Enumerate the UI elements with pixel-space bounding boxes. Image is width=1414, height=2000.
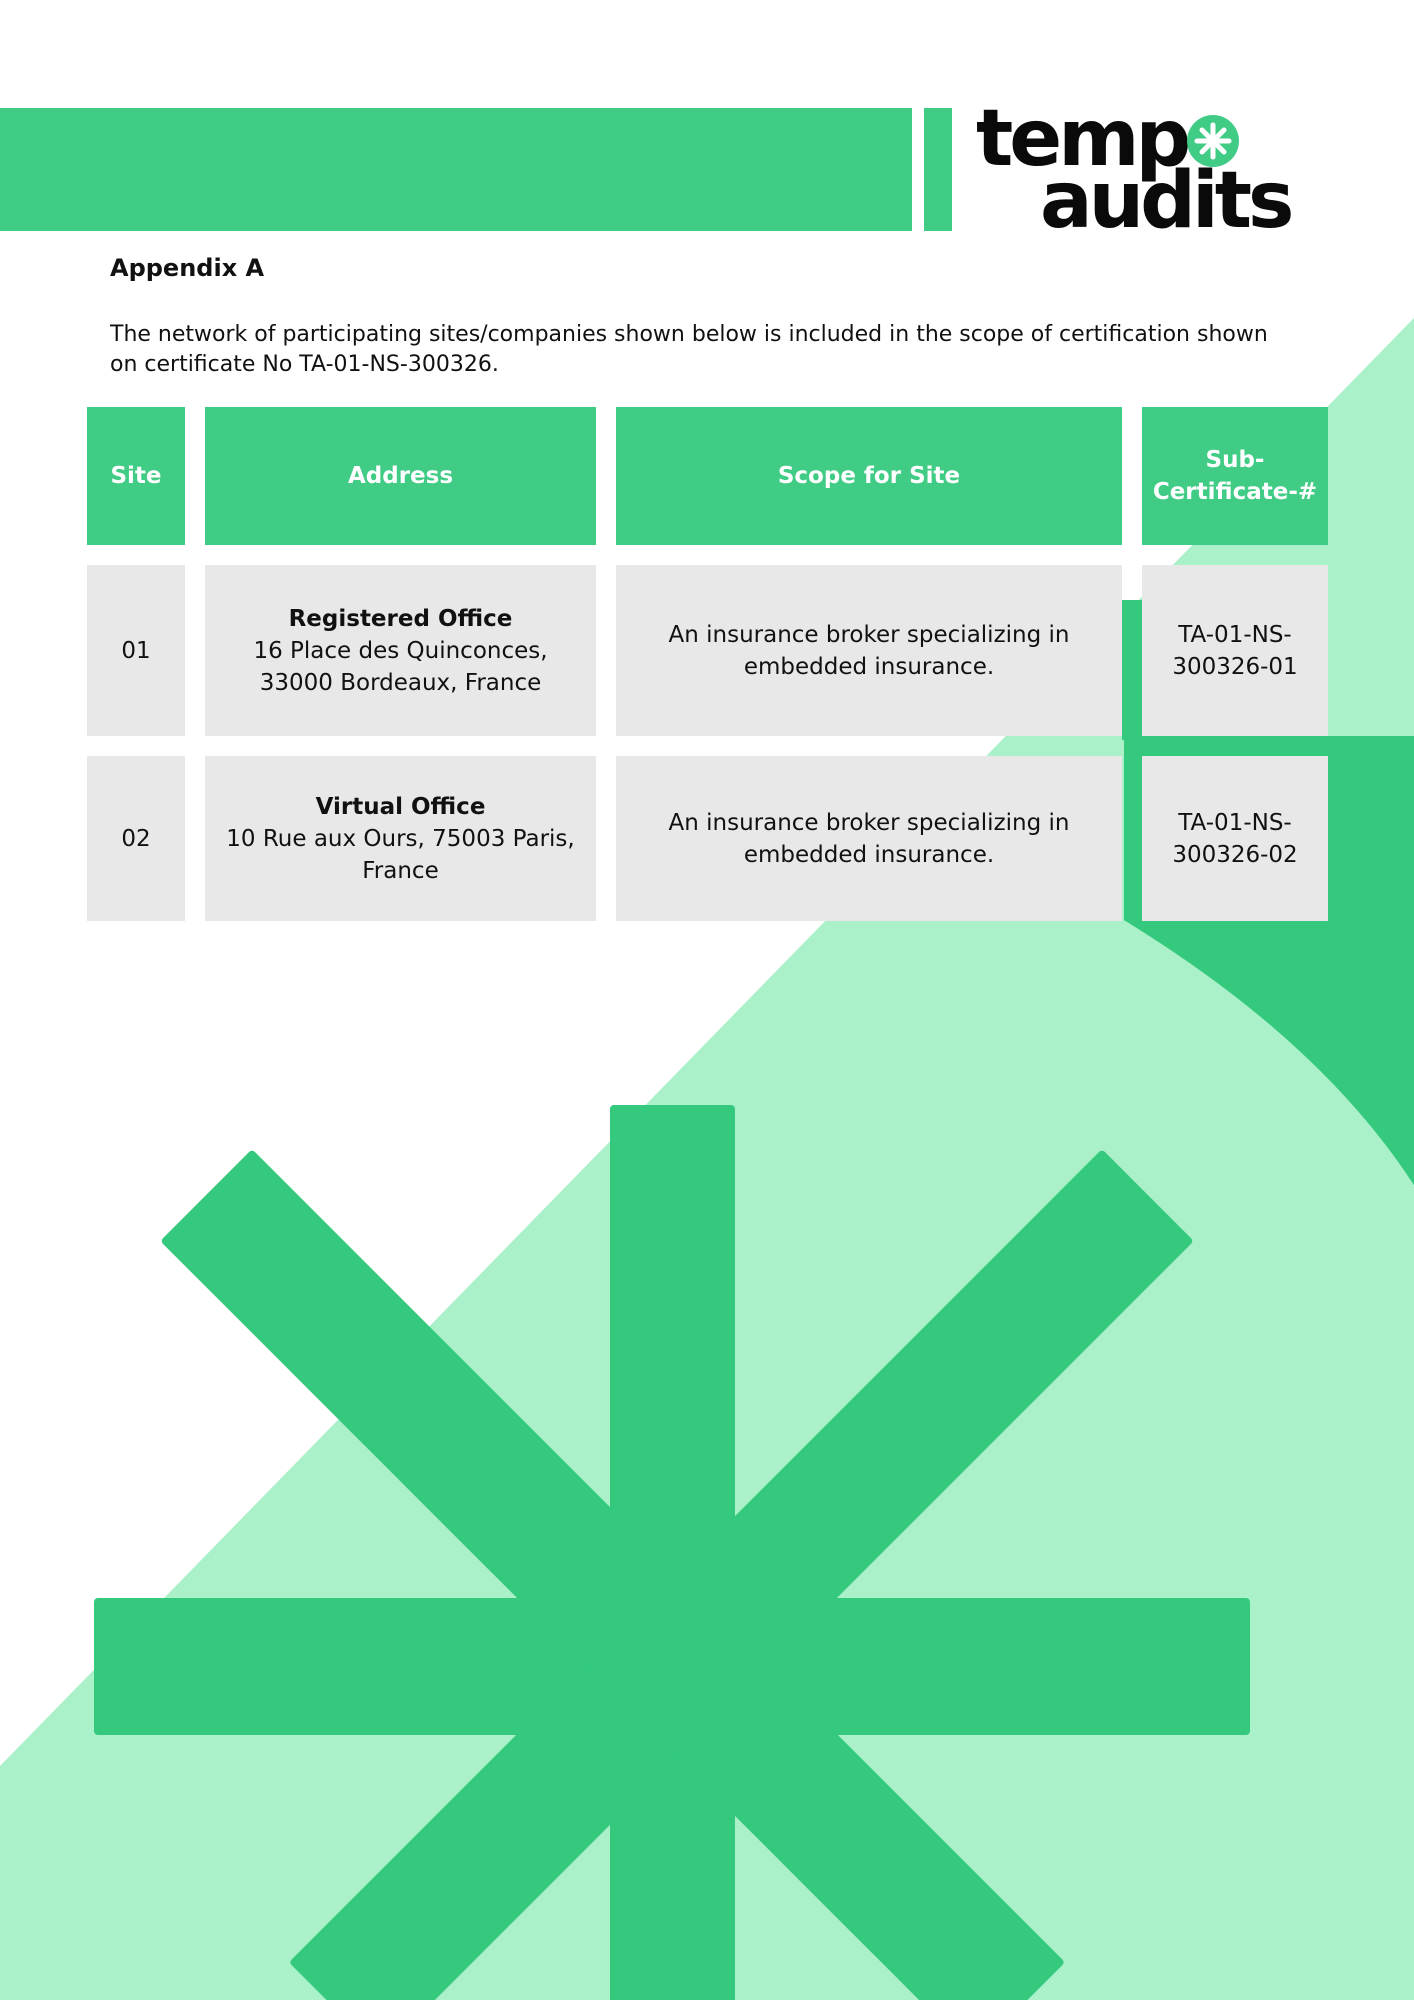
row-2-address — [205, 756, 596, 921]
header-sub-certificate: Sub-Certificate-# — [1142, 407, 1328, 545]
row-1-address — [205, 565, 596, 736]
row-2-address-text: 10 Rue aux Ours, 75003 Paris, France — [226, 825, 575, 884]
header-address: Address — [205, 407, 596, 545]
row-2-address-name: Virtual Office — [315, 793, 486, 820]
logo — [976, 94, 1296, 246]
row-1-site: 01 — [87, 565, 185, 736]
header-scope: Scope for Site — [616, 407, 1122, 545]
row-1-address-name: Registered Office — [288, 605, 513, 632]
logo-text-audits: audits — [1040, 156, 1291, 246]
row-2-site: 02 — [87, 756, 185, 921]
row-2-scope: An insurance broker specializing in embedded insurance. — [616, 756, 1122, 921]
header-bar — [0, 108, 912, 231]
background-green-strip — [1122, 600, 1142, 740]
intro-paragraph: The network of participating sites/companies shown below is included in the scope of certification shown on certificate No TA-01-NS-300326. — [110, 322, 1268, 377]
header-stripe — [924, 108, 952, 231]
page-title: Appendix A — [110, 254, 265, 282]
header-site: Site — [87, 407, 185, 545]
logo-text-temp: temp — [976, 94, 1188, 184]
background-arc-block — [1124, 736, 1414, 738]
row-1-scope: An insurance broker specializing in embedded insurance. — [616, 565, 1122, 736]
row-1-address-text: 16 Place des Quinconces, 33000 Bordeaux, France — [253, 637, 548, 696]
row-1-sub-certificate: TA-01-NS-300326-01 — [1142, 565, 1328, 736]
row-2-sub-certificate: TA-01-NS-300326-02 — [1142, 756, 1328, 921]
